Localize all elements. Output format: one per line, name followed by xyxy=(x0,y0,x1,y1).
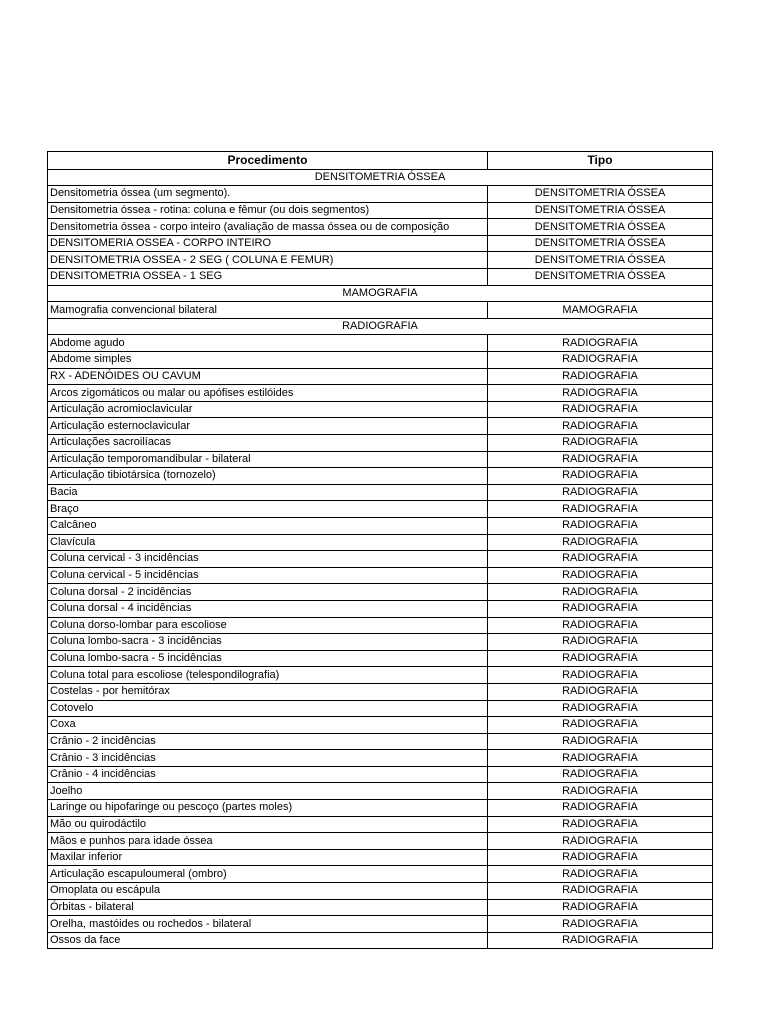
tipo-cell: RADIOGRAFIA xyxy=(488,551,713,568)
table-row xyxy=(48,849,713,866)
table-row xyxy=(48,733,713,750)
table-row xyxy=(48,634,713,651)
tipo-cell: DENSITOMETRIA ÓSSEA xyxy=(488,252,713,269)
tipo-cell: RADIOGRAFIA xyxy=(488,683,713,700)
table-row xyxy=(48,252,713,269)
table-row xyxy=(48,401,713,418)
table-row xyxy=(48,551,713,568)
tipo-cell: DENSITOMETRIA ÓSSEA xyxy=(488,219,713,236)
table-row xyxy=(48,600,713,617)
tipo-cell: RADIOGRAFIA xyxy=(488,634,713,651)
tipo-cell: RADIOGRAFIA xyxy=(488,567,713,584)
procedimento-cell: Articulação esternoclavicular xyxy=(48,418,488,435)
procedimento-cell: Articulação tibiotársica (tornozelo) xyxy=(48,468,488,485)
table-row xyxy=(48,683,713,700)
procedimento-cell: Coluna lombo-sacra - 3 incidências xyxy=(48,634,488,651)
procedimento-cell: Coluna dorso-lombar para escoliose xyxy=(48,617,488,634)
table-row xyxy=(48,567,713,584)
table-row xyxy=(48,517,713,534)
procedimento-cell: Braço xyxy=(48,501,488,518)
table-row xyxy=(48,816,713,833)
header-row xyxy=(48,152,713,170)
table-row xyxy=(48,385,713,402)
table-row xyxy=(48,219,713,236)
tipo-cell: RADIOGRAFIA xyxy=(488,650,713,667)
header-procedimento: Procedimento xyxy=(48,152,488,170)
procedimento-cell: Coluna dorsal - 2 incidências xyxy=(48,584,488,601)
tipo-cell: RADIOGRAFIA xyxy=(488,584,713,601)
table-row xyxy=(48,584,713,601)
tipo-cell: RADIOGRAFIA xyxy=(488,368,713,385)
table-row xyxy=(48,235,713,252)
table-row xyxy=(48,800,713,817)
tipo-cell: RADIOGRAFIA xyxy=(488,352,713,369)
table-row xyxy=(48,501,713,518)
tipo-cell: DENSITOMETRIA ÓSSEA xyxy=(488,235,713,252)
table-row xyxy=(48,451,713,468)
tipo-cell: DENSITOMETRIA ÓSSEA xyxy=(488,186,713,203)
tipo-cell: RADIOGRAFIA xyxy=(488,517,713,534)
tipo-cell: RADIOGRAFIA xyxy=(488,717,713,734)
procedimento-cell: Articulação acromioclavicular xyxy=(48,401,488,418)
table-row xyxy=(48,484,713,501)
tipo-cell: RADIOGRAFIA xyxy=(488,435,713,452)
section-row xyxy=(48,318,713,335)
table-row xyxy=(48,883,713,900)
procedimento-cell: Articulação escapuloumeral (ombro) xyxy=(48,866,488,883)
procedimento-cell: Mão ou quirodáctilo xyxy=(48,816,488,833)
table-row xyxy=(48,700,713,717)
section-title: MAMOGRAFIA xyxy=(48,285,713,302)
table-row xyxy=(48,783,713,800)
procedimento-cell: Crânio - 2 incidências xyxy=(48,733,488,750)
procedimento-cell: Coluna cervical - 5 incidências xyxy=(48,567,488,584)
table-row xyxy=(48,202,713,219)
section-row xyxy=(48,169,713,186)
tipo-cell: RADIOGRAFIA xyxy=(488,418,713,435)
table-row xyxy=(48,667,713,684)
section-title: RADIOGRAFIA xyxy=(48,318,713,335)
tipo-cell: RADIOGRAFIA xyxy=(488,932,713,949)
tipo-cell: RADIOGRAFIA xyxy=(488,700,713,717)
tipo-cell: DENSITOMETRIA ÓSSEA xyxy=(488,202,713,219)
tipo-cell: RADIOGRAFIA xyxy=(488,883,713,900)
table-row xyxy=(48,617,713,634)
tipo-cell: RADIOGRAFIA xyxy=(488,534,713,551)
procedimento-cell: Arcos zigomáticos ou malar ou apófises estilóides xyxy=(48,385,488,402)
table-row xyxy=(48,302,713,319)
procedimento-cell: Calcâneo xyxy=(48,517,488,534)
procedimento-cell: RX - ADENÓIDES OU CAVUM xyxy=(48,368,488,385)
table-row xyxy=(48,916,713,933)
table-row xyxy=(48,534,713,551)
tipo-cell: RADIOGRAFIA xyxy=(488,468,713,485)
procedimento-cell: Crânio - 3 incidências xyxy=(48,750,488,767)
tipo-cell: RADIOGRAFIA xyxy=(488,335,713,352)
procedimento-cell: Abdome agudo xyxy=(48,335,488,352)
tipo-cell: RADIOGRAFIA xyxy=(488,800,713,817)
section-row xyxy=(48,285,713,302)
tipo-cell: RADIOGRAFIA xyxy=(488,600,713,617)
procedimento-cell: Coluna lombo-sacra - 5 incidências xyxy=(48,650,488,667)
table-body xyxy=(48,169,713,949)
procedimento-cell: Coluna dorsal - 4 incidências xyxy=(48,600,488,617)
tipo-cell: RADIOGRAFIA xyxy=(488,849,713,866)
procedimento-cell: Omoplata ou escápula xyxy=(48,883,488,900)
tipo-cell: DENSITOMETRIA ÓSSEA xyxy=(488,269,713,286)
procedimento-cell: Mamografia convencional bilateral xyxy=(48,302,488,319)
procedimento-cell: DENSITOMERIA OSSEA - CORPO INTEIRO xyxy=(48,235,488,252)
tipo-cell: RADIOGRAFIA xyxy=(488,783,713,800)
procedimento-cell: Crânio - 4 incidências xyxy=(48,766,488,783)
tipo-cell: RADIOGRAFIA xyxy=(488,667,713,684)
procedimento-cell: Densitometria óssea (um segmento). xyxy=(48,186,488,203)
header-tipo: Tipo xyxy=(488,152,713,170)
tipo-cell: RADIOGRAFIA xyxy=(488,816,713,833)
table-row xyxy=(48,186,713,203)
procedimento-cell: Órbitas - bilateral xyxy=(48,899,488,916)
tipo-cell: RADIOGRAFIA xyxy=(488,385,713,402)
table-row xyxy=(48,650,713,667)
tipo-cell: RADIOGRAFIA xyxy=(488,617,713,634)
tipo-cell: RADIOGRAFIA xyxy=(488,766,713,783)
table-row xyxy=(48,866,713,883)
tipo-cell: RADIOGRAFIA xyxy=(488,451,713,468)
procedimento-cell: Bacia xyxy=(48,484,488,501)
tipo-cell: RADIOGRAFIA xyxy=(488,899,713,916)
table-row xyxy=(48,418,713,435)
table-row xyxy=(48,766,713,783)
procedimento-cell: Laringe ou hipofaringe ou pescoço (partes moles) xyxy=(48,800,488,817)
procedimento-cell: DENSITOMETRIA OSSEA - 1 SEG xyxy=(48,269,488,286)
procedimento-cell: Mãos e punhos para idade óssea xyxy=(48,833,488,850)
procedimento-cell: Maxilar inferior xyxy=(48,849,488,866)
table-row xyxy=(48,750,713,767)
tipo-cell: MAMOGRAFIA xyxy=(488,302,713,319)
procedimento-cell: Clavícula xyxy=(48,534,488,551)
table-row xyxy=(48,899,713,916)
procedimento-cell: Coluna cervical - 3 incidências xyxy=(48,551,488,568)
tipo-cell: RADIOGRAFIA xyxy=(488,833,713,850)
procedimento-cell: Costelas - por hemitórax xyxy=(48,683,488,700)
procedimento-cell: Articulações sacroilíacas xyxy=(48,435,488,452)
procedimento-cell: Ossos da face xyxy=(48,932,488,949)
tipo-cell: RADIOGRAFIA xyxy=(488,750,713,767)
table-row xyxy=(48,368,713,385)
table-row xyxy=(48,833,713,850)
tipo-cell: RADIOGRAFIA xyxy=(488,484,713,501)
section-title: DENSITOMETRIA ÓSSEA xyxy=(48,169,713,186)
procedimento-cell: Orelha, mastóides ou rochedos - bilateral xyxy=(48,916,488,933)
procedures-table xyxy=(47,151,713,949)
table-row xyxy=(48,335,713,352)
table-row xyxy=(48,352,713,369)
procedimento-cell: Articulação temporomandibular - bilateral xyxy=(48,451,488,468)
procedimento-cell: Densitometria óssea - rotina: coluna e fêmur (ou dois segmentos) xyxy=(48,202,488,219)
procedimento-cell: Abdome simples xyxy=(48,352,488,369)
table-row xyxy=(48,717,713,734)
procedimento-cell: Coluna total para escoliose (telespondilografia) xyxy=(48,667,488,684)
tipo-cell: RADIOGRAFIA xyxy=(488,501,713,518)
procedimento-cell: Densitometria óssea - corpo inteiro (avaliação de massa óssea ou de composição xyxy=(48,219,488,236)
tipo-cell: RADIOGRAFIA xyxy=(488,916,713,933)
table-row xyxy=(48,468,713,485)
table-row xyxy=(48,932,713,949)
procedimento-cell: Coxa xyxy=(48,717,488,734)
tipo-cell: RADIOGRAFIA xyxy=(488,401,713,418)
procedimento-cell: Cotovelo xyxy=(48,700,488,717)
tipo-cell: RADIOGRAFIA xyxy=(488,733,713,750)
table-row xyxy=(48,435,713,452)
procedimento-cell: DENSITOMETRIA OSSEA - 2 SEG ( COLUNA E FEMUR) xyxy=(48,252,488,269)
table-row xyxy=(48,269,713,286)
procedimento-cell: Joelho xyxy=(48,783,488,800)
tipo-cell: RADIOGRAFIA xyxy=(488,866,713,883)
